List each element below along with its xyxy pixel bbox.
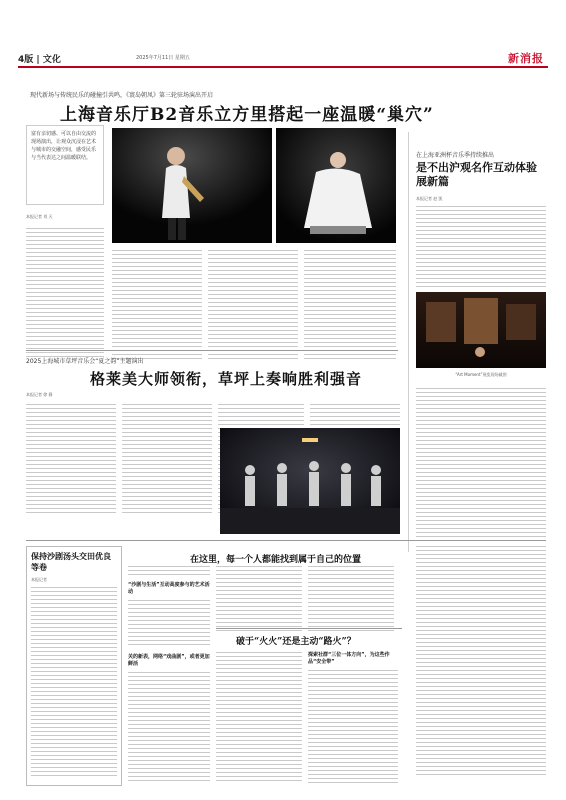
article3-headline: 在这里，每一个人都能找到属于自己的位置 xyxy=(190,555,362,565)
article2-byline: 本报记者 徐 静 xyxy=(26,392,53,397)
right-column-body-bottom xyxy=(416,546,546,778)
bottom-box-title: 保持沙剧汤头交田优良等卷 xyxy=(31,551,111,572)
page-header xyxy=(18,52,548,68)
article2-body-col1 xyxy=(26,404,116,516)
article1-headline: 上海音乐厅B2音乐立方里搭起一座温暖“巢穴” xyxy=(60,105,434,125)
section-label: 4版 | 文化 xyxy=(18,55,61,65)
article1-body-col3 xyxy=(208,250,298,362)
article1-body-col1 xyxy=(26,228,104,360)
bottom-box-byline: 本报记者 xyxy=(31,577,47,582)
article1-lead: 富有亲切感、可以自由交流的现场演出，让观众沉浸在艺术与城市的交融空间，感受民乐与当代表达之间温暖联结。 xyxy=(31,131,97,161)
article3-body-col1 xyxy=(128,566,210,578)
right-article-photo-exhibition xyxy=(416,292,546,368)
article1-byline: 本报记者 刘 天 xyxy=(26,214,53,219)
article3-body-col1b xyxy=(128,600,210,648)
header-rule xyxy=(18,66,548,68)
article1-photo-dancer xyxy=(276,128,396,243)
article4-top-rule xyxy=(216,628,402,629)
article1-photo-saxophone xyxy=(112,128,272,243)
issue-date: 2025年7月11日 星期五 xyxy=(136,55,190,61)
article1-lead-box xyxy=(26,125,104,205)
bottom-box-body xyxy=(31,587,117,779)
right-article-caption: “Art Moment”展览现场截图 xyxy=(455,372,507,377)
bottom-section-rule xyxy=(26,540,546,541)
newspaper-logo: 新消报 xyxy=(508,52,544,65)
article1-kicker: 现代新场与传统民乐的碰撞引共鸣，《寰岛朝凤》第三轮驻场演出开启 xyxy=(30,92,214,99)
article2-kicker: 2025上海城市草坪音乐会“夏之韵”主题演出 xyxy=(26,358,144,365)
article2-body-col2 xyxy=(122,404,212,516)
right-article-body-top xyxy=(416,206,546,290)
article2-headline: 格莱美大师领衔，草坪上奏响胜利强音 xyxy=(90,370,363,388)
article3-body-col1c xyxy=(128,672,210,784)
article4-headline: 破于“火火”还是主动“路火”？ xyxy=(236,637,356,647)
article3-sub2: 关的新表，网络“戏曲剧”，或者更加鲜活 xyxy=(128,654,210,667)
right-article-byline: 本报记者 赵 凯 xyxy=(416,196,443,201)
article3-body-col2 xyxy=(216,566,302,634)
article3-sub1: “沙剧与生活”互动高度参与的艺术活动 xyxy=(128,582,210,595)
article1-body-col2 xyxy=(112,250,202,362)
bottom-box xyxy=(26,546,122,786)
right-article-body-bottom xyxy=(416,388,546,544)
article2-photo-concert xyxy=(220,428,400,534)
column-divider xyxy=(408,132,409,552)
article4-body-col2 xyxy=(308,670,398,786)
article1-body-col4 xyxy=(304,250,396,362)
article2-top-rule xyxy=(26,350,398,351)
article3-body-col3 xyxy=(308,566,394,634)
right-article-headline: 是不出沪观名作互动体验展新篇 xyxy=(416,161,537,188)
article4-sub1: 探索社群“三位一体方向”，为这些作品“安全带” xyxy=(308,652,390,665)
right-article-kicker: 在上海亚洲杯音乐季持续推出 xyxy=(416,152,495,159)
article4-body-col1 xyxy=(216,652,302,784)
